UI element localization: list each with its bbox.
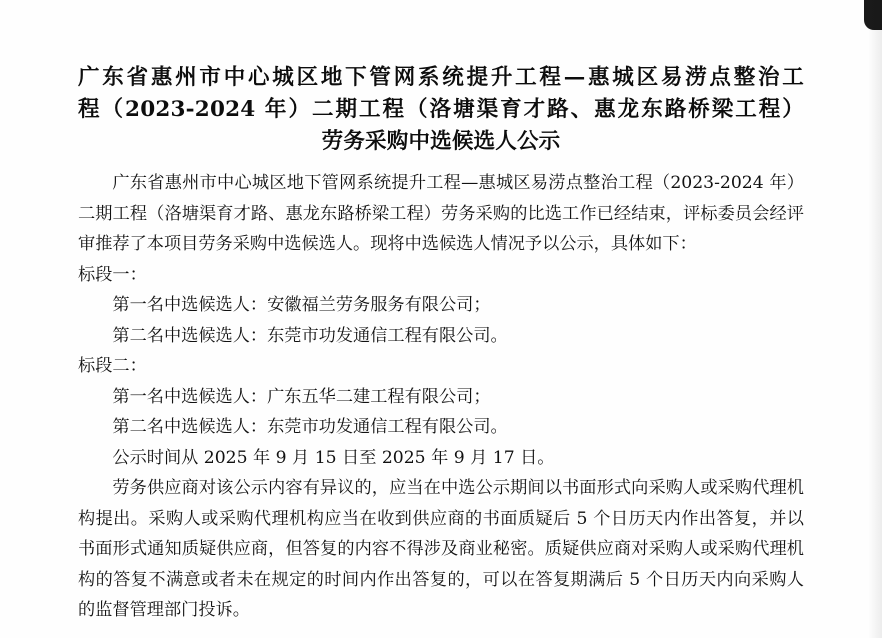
scan-edge-shadow [868,0,882,638]
section-lot-one: 标段一： [78,264,147,285]
document-body [78,168,804,626]
intro-paragraph: 广东省惠州市中心城区地下管网系统提升工程—惠城区易涝点整治工程（2023-2024 年）二期工程（洛塘渠育才路、惠龙东路桥梁工程）劳务采购的比选工作已经结束，评标委员会经评审推荐了本项目劳务采购中选候选人。现将中选候选人情况予以公示，具体如下： [78,173,804,254]
page-title-line-1: 广东省惠州市中心城区地下管网系统提升工程—惠城区易涝点整治工 [78,65,804,90]
lot-two-second-candidate: 第二名中选候选人：东莞市功发通信工程有限公司。 [112,417,508,437]
page-title-line-2: 程（2023-2024 年）二期工程（洛塘渠育才路、惠龙东路桥梁工程） [78,97,804,122]
page-title-line-3: 劳务采购中选候选人公示 [321,129,561,154]
lot-one-first-candidate: 第一名中选候选人：安徽福兰劳务服务有限公司； [112,295,491,315]
objection-procedure-paragraph: 劳务供应商对该公示内容有异议的，应当在中选公示期间以书面形式向采购人或采购代理机构提出。采购人或采购代理机构应当在收到供应商的书面质疑后 5 个日历天内作出答复，并以书面形式通知质疑供应商，但答复的内容不得涉及商业秘密。质疑供应商对采购人或采购代理机构的答复不满意或者未在规定的时间内作出答复的，可以在答复期满后 5 个日历天内向采购人的监督管理部门投诉。 [78,478,804,620]
lot-two-first-candidate: 第一名中选候选人：广东五华二建工程有限公司； [112,386,491,407]
document-content [78,62,804,626]
publicity-period: 公示时间从 2025 年 9 月 15 日至 2025 年 9 月 17 日。 [112,447,555,468]
scan-corner-mark [864,0,882,30]
page-title [78,62,804,158]
section-lot-two: 标段二： [78,356,147,376]
lot-one-second-candidate: 第二名中选候选人：东莞市功发通信工程有限公司。 [112,325,508,346]
